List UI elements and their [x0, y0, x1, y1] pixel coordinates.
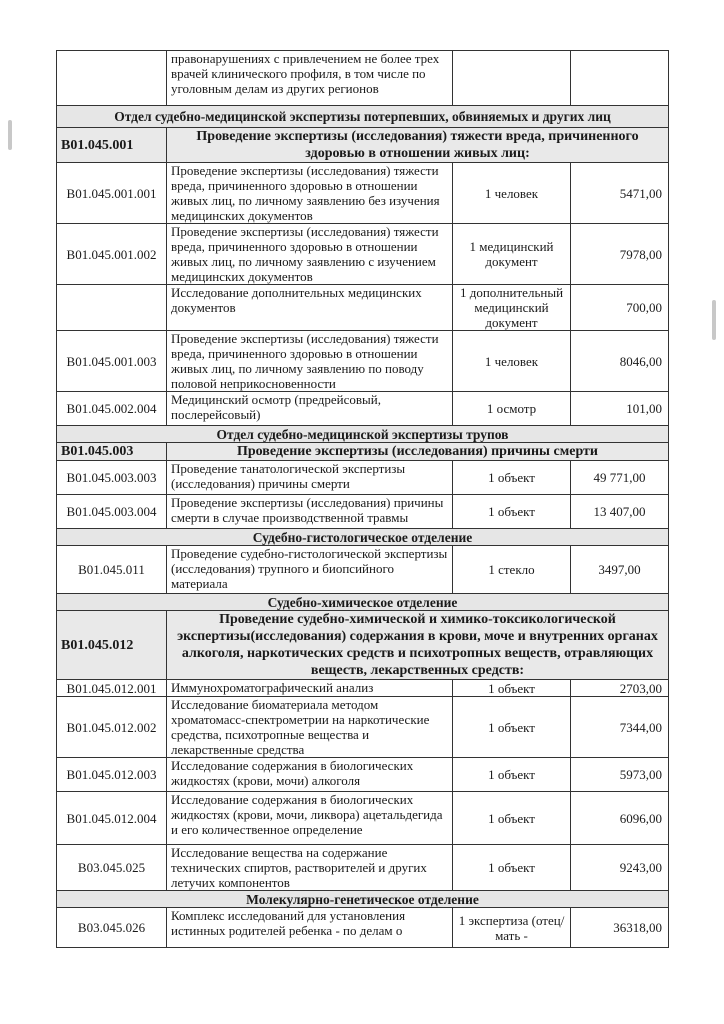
service-code: В03.045.026 — [57, 908, 167, 948]
service-code: В01.045.003.004 — [57, 495, 167, 529]
table-row — [57, 285, 669, 331]
service-price — [571, 51, 669, 106]
service-price: 5471,00 — [571, 163, 669, 224]
unit-of-measure: 1 объект — [453, 697, 571, 758]
table-row — [57, 697, 669, 758]
service-code: В01.045.012.001 — [57, 680, 167, 697]
service-group-row — [57, 611, 669, 680]
table-row — [57, 680, 669, 697]
service-description: Комплекс исследований для установления истинных родителей ребенка - по делам о — [167, 908, 453, 948]
service-code: В01.045.003.003 — [57, 461, 167, 495]
service-price: 36318,00 — [571, 908, 669, 948]
table-row — [57, 392, 669, 426]
table-row — [57, 546, 669, 594]
table-row — [57, 461, 669, 495]
unit-of-measure — [453, 51, 571, 106]
service-price: 49 771,00 — [571, 461, 669, 495]
table-row — [57, 51, 669, 106]
service-description: Проведение танатологической экспертизы (исследования) причины смерти — [167, 461, 453, 495]
unit-of-measure: 1 экспертиза (отец/мать - — [453, 908, 571, 948]
service-price: 7344,00 — [571, 697, 669, 758]
department-header-row — [57, 426, 669, 443]
department-title: Отдел судебно-медицинской экспертизы трупов — [57, 426, 669, 443]
scan-mark — [712, 300, 716, 340]
scan-mark — [8, 120, 12, 150]
service-description: Исследование содержания в биологических жидкостях (крови, мочи) алкоголя — [167, 758, 453, 792]
service-price: 8046,00 — [571, 331, 669, 392]
unit-of-measure: 1 дополнительный медицинский документ — [453, 285, 571, 331]
service-price: 9243,00 — [571, 845, 669, 891]
service-description: Проведение судебно-гистологической экспертизы (исследования) трупного и биопсийного материала — [167, 546, 453, 594]
service-price: 2703,00 — [571, 680, 669, 697]
group-code: В01.045.012 — [57, 611, 167, 680]
table-row — [57, 845, 669, 891]
unit-of-measure: 1 человек — [453, 331, 571, 392]
unit-of-measure: 1 объект — [453, 680, 571, 697]
unit-of-measure: 1 объект — [453, 792, 571, 845]
table-row — [57, 495, 669, 529]
unit-of-measure: 1 стекло — [453, 546, 571, 594]
table-row — [57, 331, 669, 392]
service-description: Проведение экспертизы (исследования) причины смерти в случае производственной травмы — [167, 495, 453, 529]
service-price: 6096,00 — [571, 792, 669, 845]
service-price: 13 407,00 — [571, 495, 669, 529]
service-description: Проведение экспертизы (исследования) тяжести вреда, причиненного здоровью в отношении живых лиц, по личному заявлению по поводу половой неприкосновенности — [167, 331, 453, 392]
group-code: В01.045.001 — [57, 128, 167, 163]
service-code: В03.045.025 — [57, 845, 167, 891]
service-description: Исследование вещества на содержание технических спиртов, растворителей и других летучих компонентов — [167, 845, 453, 891]
service-code: В01.045.001.003 — [57, 331, 167, 392]
group-code: В01.045.003 — [57, 443, 167, 461]
service-description: Исследование биоматериала методом хроматомасс-спектрометрии на наркотические средства, психотропные вещества и лекарственные средства — [167, 697, 453, 758]
department-title: Судебно-гистологическое отделение — [57, 529, 669, 546]
department-title: Отдел судебно-медицинской экспертизы потерпевших, обвиняемых и других лиц — [57, 106, 669, 128]
service-code: В01.045.012.002 — [57, 697, 167, 758]
group-title: Проведение экспертизы (исследования) тяжести вреда, причиненного здоровью в отношении живых лиц: — [167, 128, 669, 163]
service-price: 5973,00 — [571, 758, 669, 792]
department-header-row — [57, 594, 669, 611]
department-header-row — [57, 529, 669, 546]
price-table — [56, 50, 669, 948]
service-description: Проведение экспертизы (исследования) тяжести вреда, причиненного здоровью в отношении живых лиц, по личному заявлению с изучением медицинских документов — [167, 224, 453, 285]
service-code — [57, 51, 167, 106]
service-group-row — [57, 443, 669, 461]
department-header-row — [57, 891, 669, 908]
service-description: Проведение экспертизы (исследования) тяжести вреда, причиненного здоровью в отношении живых лиц, по личному заявлению без изучения медицинских документов — [167, 163, 453, 224]
department-title: Молекулярно-генетическое отделение — [57, 891, 669, 908]
table-row — [57, 224, 669, 285]
unit-of-measure: 1 объект — [453, 461, 571, 495]
service-price: 101,00 — [571, 392, 669, 426]
unit-of-measure: 1 медицинский документ — [453, 224, 571, 285]
group-title: Проведение судебно-химической и химико-токсикологической экспертизы(исследования) содержания в крови, моче и внутренних органах алкоголя, наркотических средств и психотропных веществ, отравляющих веществ, лекарственных средств: — [167, 611, 669, 680]
service-description: правонарушениях с привлечением не более трех врачей клинического профиля, в том числе по уголовным делам из других регионов — [167, 51, 453, 106]
service-code: В01.045.001.002 — [57, 224, 167, 285]
service-price: 7978,00 — [571, 224, 669, 285]
table-row — [57, 758, 669, 792]
service-description: Медицинский осмотр (предрейсовый, послерейсовый) — [167, 392, 453, 426]
service-group-row — [57, 128, 669, 163]
service-code: В01.045.012.004 — [57, 792, 167, 845]
service-price: 700,00 — [571, 285, 669, 331]
service-description: Исследование содержания в биологических жидкостях (крови, мочи, ликвора) ацетальдегида и его количественное определение — [167, 792, 453, 845]
service-code — [57, 285, 167, 331]
department-header-row — [57, 106, 669, 128]
table-row — [57, 908, 669, 948]
service-price: 3497,00 — [571, 546, 669, 594]
unit-of-measure: 1 объект — [453, 845, 571, 891]
department-title: Судебно-химическое отделение — [57, 594, 669, 611]
unit-of-measure: 1 человек — [453, 163, 571, 224]
table-row — [57, 163, 669, 224]
group-title: Проведение экспертизы (исследования) причины смерти — [167, 443, 669, 461]
service-description: Иммунохроматографический анализ — [167, 680, 453, 697]
service-code: В01.045.002.004 — [57, 392, 167, 426]
unit-of-measure: 1 осмотр — [453, 392, 571, 426]
unit-of-measure: 1 объект — [453, 758, 571, 792]
service-description: Исследование дополнительных медицинских документов — [167, 285, 453, 331]
unit-of-measure: 1 объект — [453, 495, 571, 529]
service-code: В01.045.011 — [57, 546, 167, 594]
table-row — [57, 792, 669, 845]
service-code: В01.045.001.001 — [57, 163, 167, 224]
service-code: В01.045.012.003 — [57, 758, 167, 792]
